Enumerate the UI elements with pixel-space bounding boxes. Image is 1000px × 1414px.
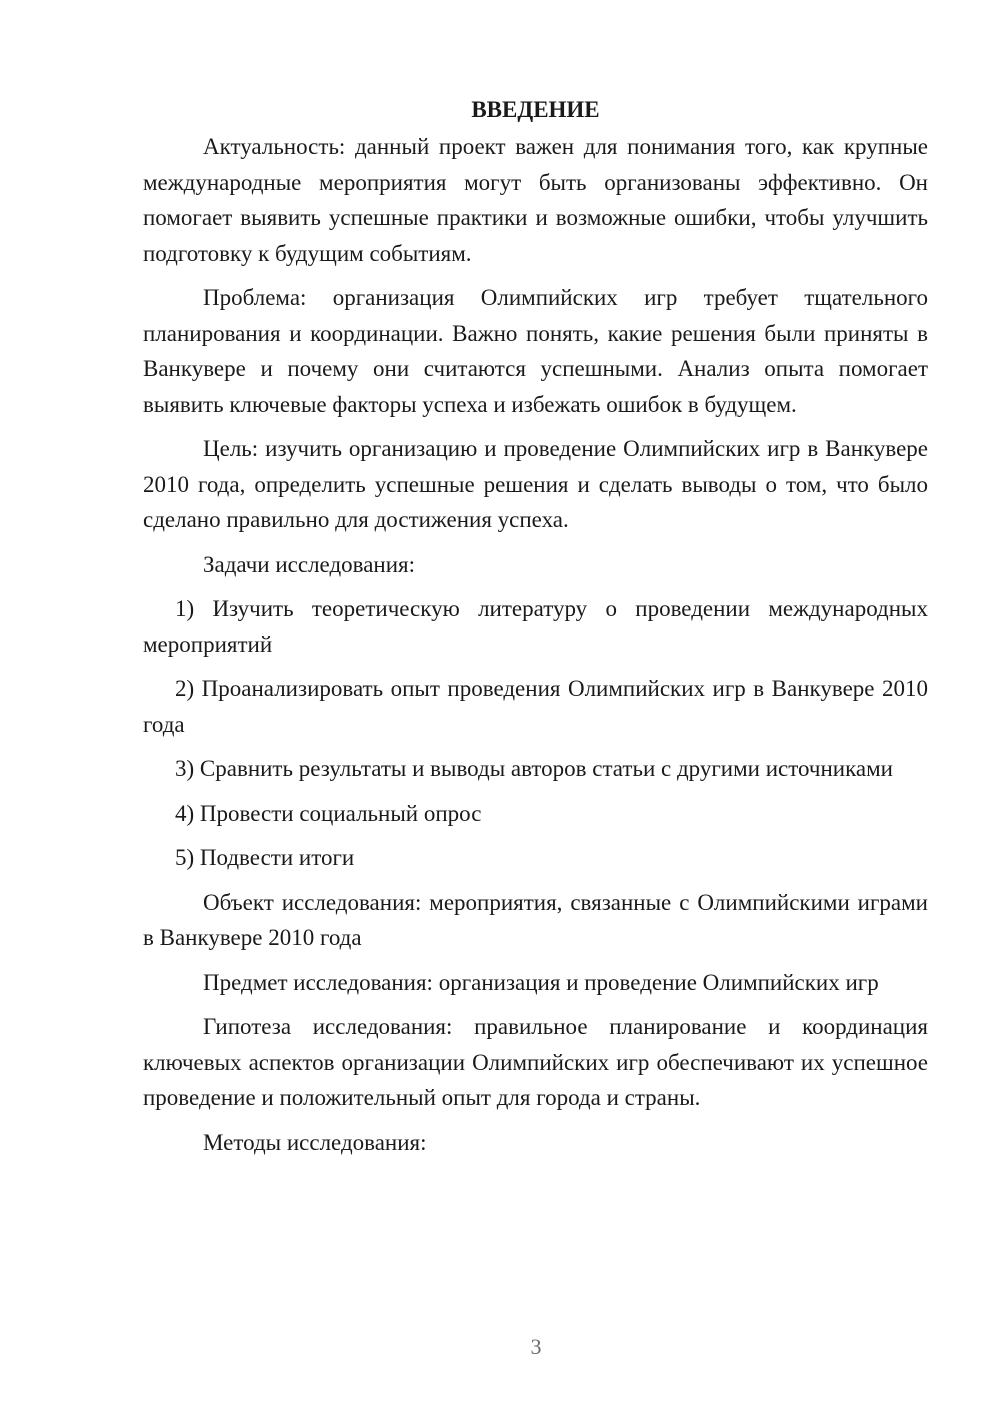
object-paragraph: Объект исследования: мероприятия, связанные с Олимпийскими играми в Ванкувере 2010 года [143, 889, 928, 950]
task-item: 1) Изучить теоретическую литературу о проведении международных мероприятий [143, 596, 928, 657]
methods-heading: Методы исследования: [203, 1129, 427, 1155]
hypothesis-paragraph: Гипотеза исследования: правильное планирование и координация ключевых аспектов организации Олимпийских игр обеспечивают их успешное проведение и положительный опыт для города и страны. [143, 1014, 928, 1110]
problem-paragraph: Проблема: организация Олимпийских игр требует тщательного планирования и координации. Важно понять, какие решения были приняты в Ванкувере и почему они считаются успешными. Анализ опыта помогает выявить ключевые факторы успеха и избежать ошибок в будущем. [143, 285, 928, 417]
page-title: ВВЕДЕНИЕ [471, 97, 600, 122]
task-item: 3) Сравнить результаты и выводы авторов статьи с другими источниками [175, 756, 893, 781]
task-item: 2) Проанализировать опыт проведения Олимпийских игр в Ванкувере 2010 года [143, 676, 928, 737]
tasks-heading: Задачи исследования: [203, 551, 416, 577]
task-item: 5) Подвести итоги [175, 845, 355, 870]
goal-paragraph: Цель: изучить организацию и проведение Олимпийских игр в Ванкувере 2010 года, определить успешные решения и сделать выводы о том, что было сделано правильно для достижения успеха. [143, 436, 928, 532]
subject-paragraph: Предмет исследования: организация и проведение Олимпийских игр [203, 969, 879, 995]
relevance-paragraph: Актуальность: данный проект важен для понимания того, как крупные международные мероприятия могут быть организованы эффективно. Он помогает выявить успешные практики и возможные ошибки, чтобы улучшить подготовку к будущим событиям. [143, 134, 928, 266]
page-content [143, 92, 928, 1160]
page-number: 3 [530, 1334, 542, 1359]
task-item: 4) Провести социальный опрос [175, 800, 482, 826]
